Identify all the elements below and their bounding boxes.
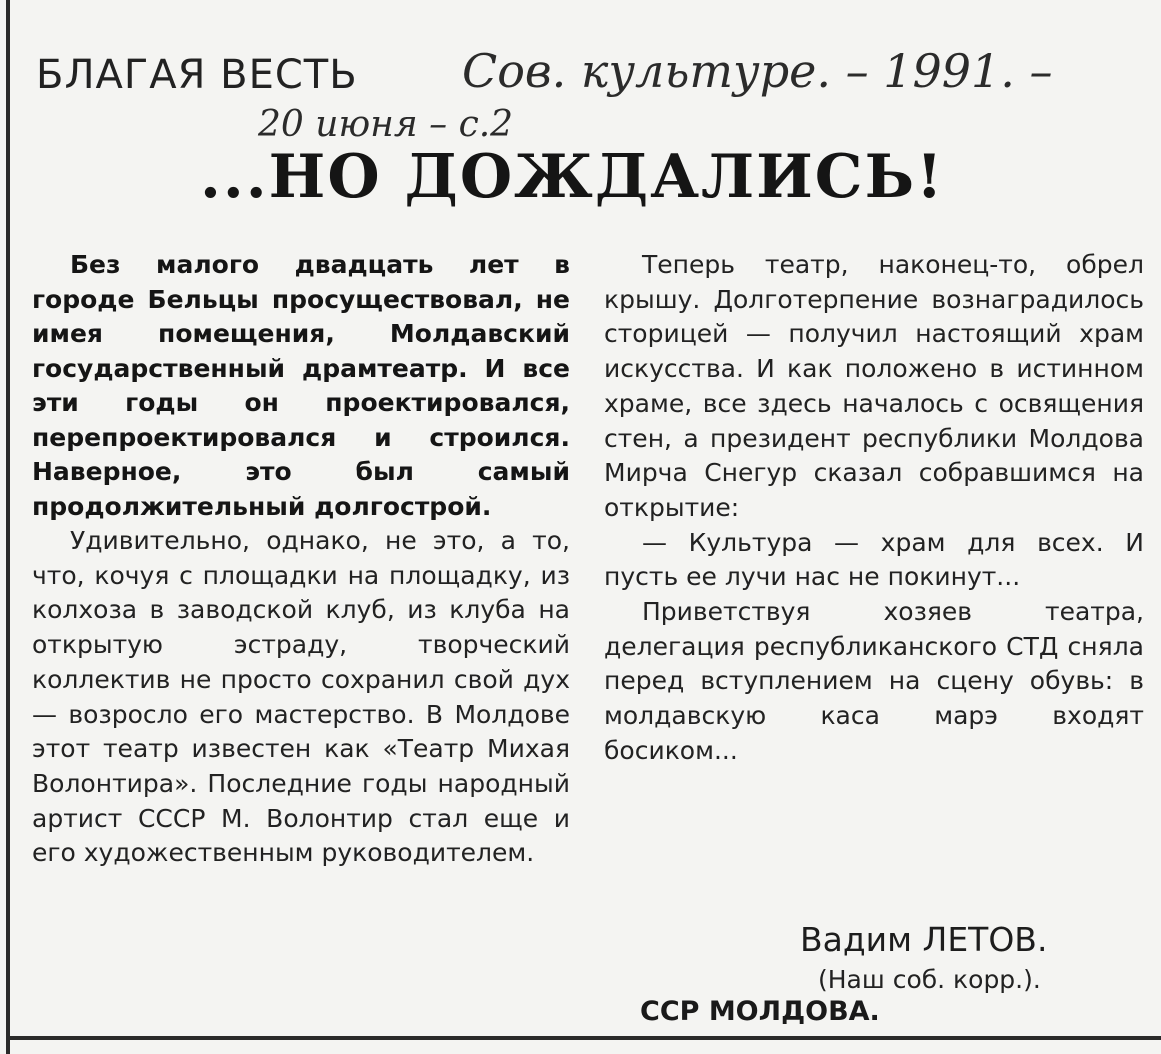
article-column-right xyxy=(604,248,1144,769)
handwritten-note-line2: 20 июня – с.2 xyxy=(258,104,514,145)
left-border-rule xyxy=(6,0,10,1054)
author-role: (Наш соб. корр.). xyxy=(818,965,1041,994)
article-paragraph: Приветствуя хозяев театра, делегация республиканского СТД сняла перед вступлением на сцену обувь: в молдавскую каса марэ входят босиком... xyxy=(604,597,1144,765)
article-paragraph: Удивительно, однако, не это, а то, что, кочуя с площадки на площадку, из колхоза в заводской клуб, из клуба на открытую эстраду, творческий коллектив не просто сохранил свой дух — возросло его мастерство. В Молдове этот театр известен как «Театр Михая Волонтира». Последние годы народный артист СССР М. Волонтир стал еще и его художественным руководителем. xyxy=(32,526,570,868)
article-lead: Без малого двадцать лет в городе Бельцы просуществовал, не имея помещения, Молдавский государственный драмтеатр. И все эти годы он проектировался, перепроектировался и строился. Наверное, это был самый продолжительный долгострой. xyxy=(32,250,570,521)
bottom-border-rule xyxy=(6,1036,1161,1040)
dateline-place: ССР МОЛДОВА. xyxy=(640,996,880,1027)
author-name: Вадим ЛЕТОВ. xyxy=(800,920,1048,959)
handwritten-note-line1: Сов. культуре. – 1991. – xyxy=(462,44,1053,98)
article-paragraph: Теперь театр, наконец-то, обрел крышу. Долготерпение вознаградилось сторицей — получил настоящий храм искусства. И как положено в истинном храме, все здесь началось с освящения стен, а президент республики Молдова Мирча Снегур сказал собравшимся на открытие: xyxy=(604,250,1144,522)
article-quote: — Культура — храм для всех. И пусть ее лучи нас не покинут... xyxy=(604,527,1144,592)
article-column-left xyxy=(32,248,570,871)
article-headline: ...НО ДОЖДАЛИСЬ! xyxy=(200,142,945,212)
rubric-label: БЛАГАЯ ВЕСТЬ xyxy=(36,52,358,98)
